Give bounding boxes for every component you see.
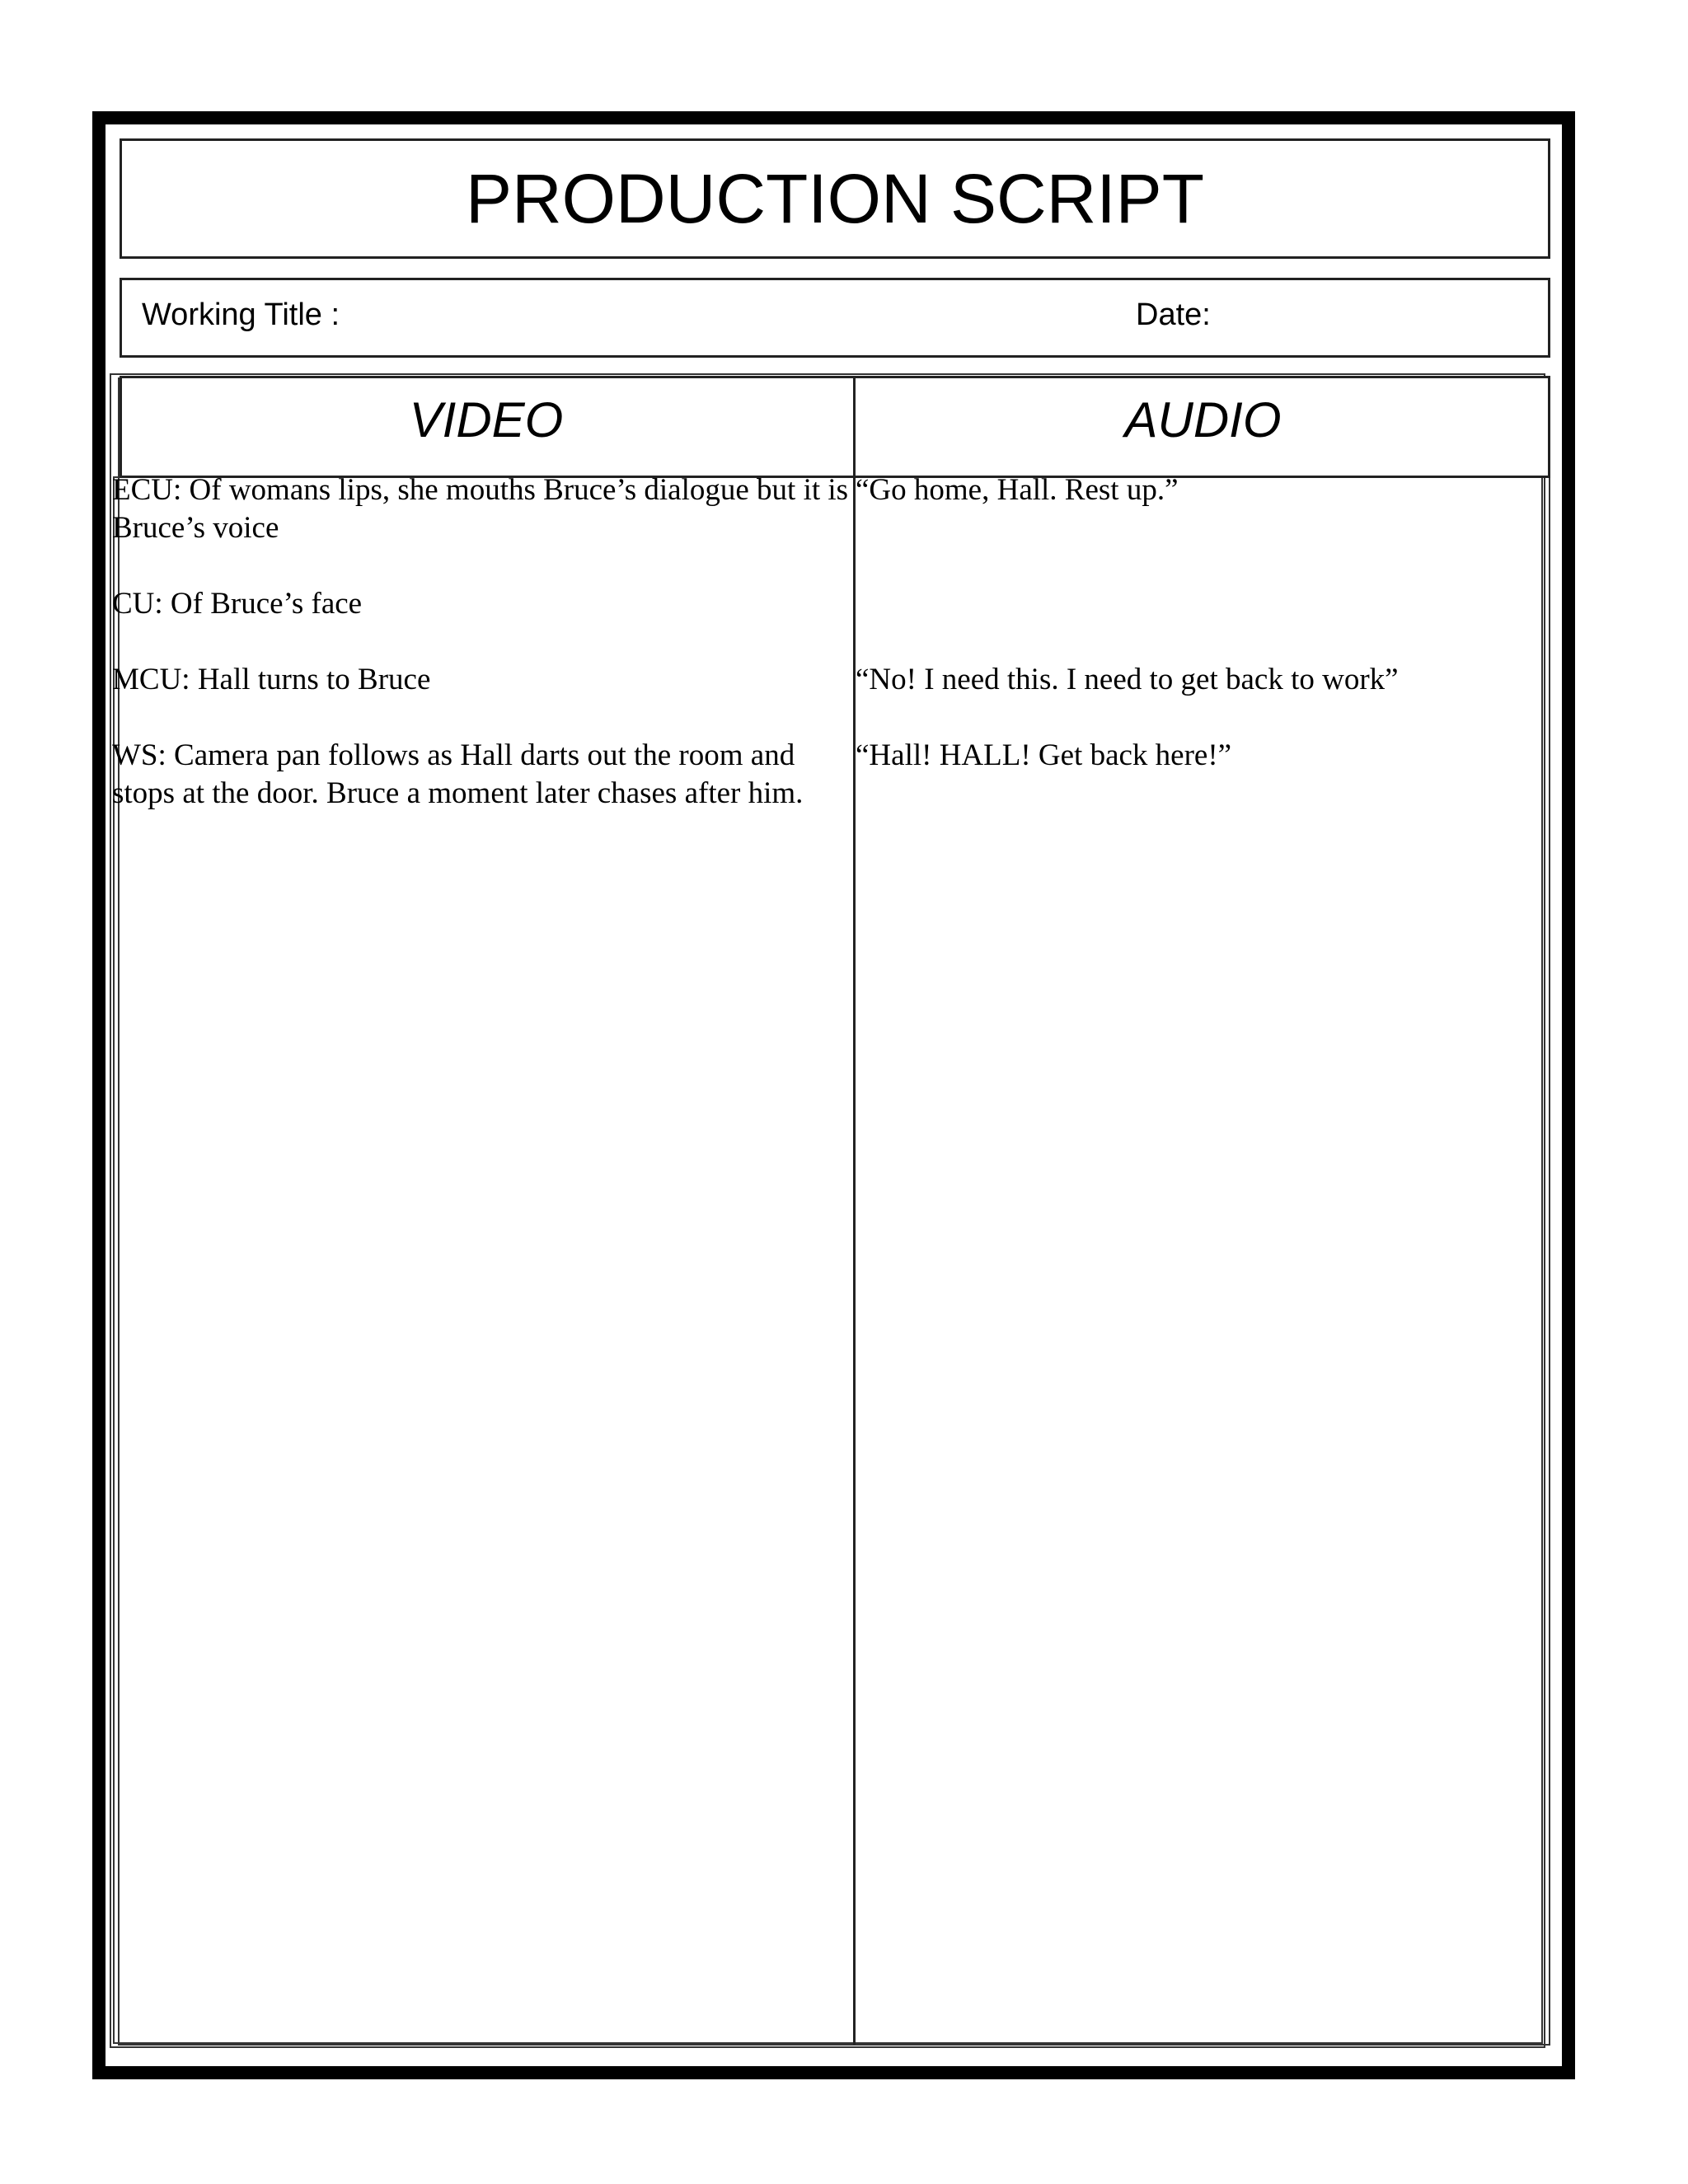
info-box bbox=[120, 278, 1550, 358]
column-divider bbox=[853, 376, 856, 2045]
table-body-frame bbox=[113, 476, 1543, 2044]
working-title-label: Working Title : bbox=[142, 298, 340, 332]
video-column-header: VIDEO bbox=[409, 392, 564, 448]
audio-cell-4: “Hall! HALL! Get back here!” bbox=[856, 738, 1232, 772]
audio-column-header: AUDIO bbox=[1124, 392, 1282, 448]
page-title: PRODUCTION SCRIPT bbox=[465, 160, 1205, 237]
audio-cell-1: “Go home, Hall. Rest up.” bbox=[856, 473, 1179, 507]
date-label: Date: bbox=[1136, 298, 1211, 332]
video-cell-2: CU: Of Bruce’s face bbox=[112, 587, 363, 621]
title-box bbox=[120, 138, 1550, 259]
audio-cell-3: “No! I need this. I need to get back to work” bbox=[856, 663, 1399, 696]
video-cell-1: ECU: Of womans lips, she mouths Bruce’s dialogue but it is Bruce’s voice bbox=[112, 473, 849, 545]
video-cell-4: WS: Camera pan follows as Hall darts out the room and stops at the door. Bruce a moment later chases after him. bbox=[112, 738, 804, 810]
video-cell-3: MCU: Hall turns to Bruce bbox=[112, 663, 431, 696]
